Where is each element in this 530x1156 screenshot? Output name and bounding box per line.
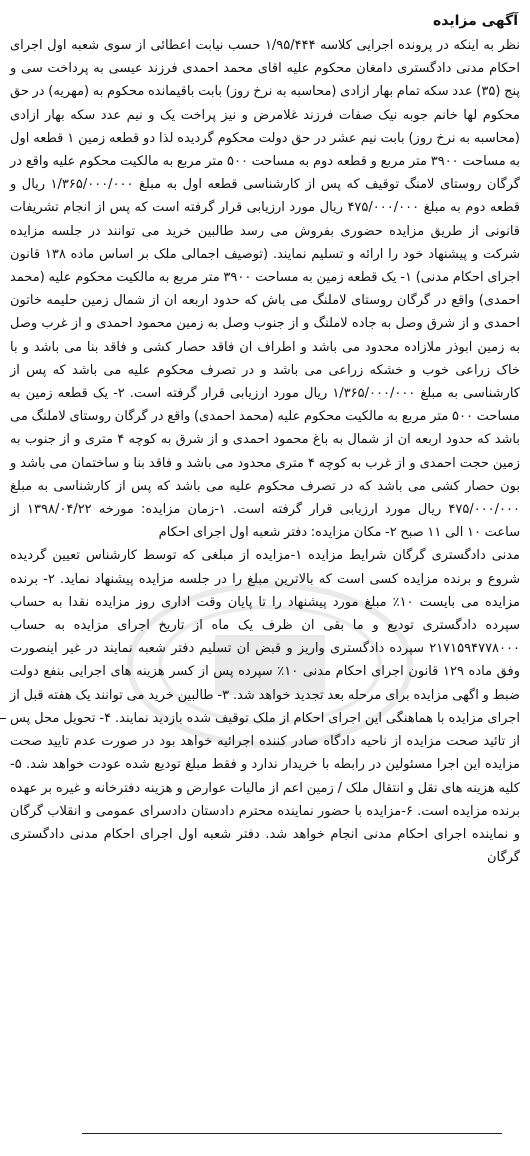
notice-title: آگهی مزایده: [432, 13, 518, 29]
auction-notice: [8, 10, 522, 869]
notice-paragraph-2: مدنی دادگستری گرگان شرایط مزایده ۱-مزایده از مبلغی که توسط کارشناس تعیین گردیده شروع و برنده مزایده کسی است که بالاترین مبلغ را در جلسه مزایده پیشنهاد نماید. ۲- برنده مزایده می بایست ۱۰٪ مبلغ مورد پیشنهاد را تا پایان وقت اداری روز مزایده نقدا به حساب سپرده دادگستری تودیع و ما بقی ان ظرف یک ماه از تاریخ اجرای مزایده به حساب ۲۱۷۱۵۹۴۷۷۸۰۰۰ سپرده دادگستری واریز و قبض ان تسلیم دفتر شعبه نمایند در غیر اینصورت وفق ماده ۱۲۹ قانون اجرای احکام مدنی ۱۰٪ سپرده پس از کسر هزینه های اجرایی بنفع دولت ضبط و اگهی مزایده برای مرحله بعد تجدید خواهد شد. ۳- طالبین خرید می توانند یک هفته قبل از اجرای مزایده با هماهنگی این اجرای احکام از ملک توقیف شده بازدید نمایند. ۴- تحویل محل پس از تائید صحت مزایده از ناحیه دادگاه صادر کننده اجرائیه خواهد بود در صورت عدم تایید صحت مزایده این اجرا مسئولین در رابطه با خریدار ندارد و فقط مبلغ تودیع شده عودت خواهد شد. ۵- کلیه هزینه های نقل و انتقال ملک / زمین اعم از مالیات عوارض و هزینه دفترخانه و غیره بر عهده برنده مزایده است. ۶-مزایده با حضور نماینده محترم دادستان دادسرای عمومی و انقلاب گرگان و نماینده اجرای احکام مدنی انجام خواهد شد. دفتر شعبه اول اجرای احکام مدنی دادگستری گرگان: [10, 548, 521, 866]
bottom-divider: [82, 1133, 502, 1134]
column-break-mark: [0, 718, 6, 719]
notice-paragraph-1: نظر به اینکه در پرونده اجرایی کلاسه ۱/۹۵/۴۴۴ حسب نیابت اعطائی از سوی شعبه اول اجرای احکام مدنی دادگستری دامغان محکوم علیه اقای محمد احمدی فرزند عیسی به پرداخت سی و پنج (۳۵) عدد سکه تمام بهار ازادی (محاسبه به نرخ روز) بابت باقیمانده محکوم به (مهریه) در حق محکوم لها خانم جوبه نیک صفات فرزند غلامرض و نیز پراخت یک و نیم عدد سکه بهار ازادی (محاسبه به نرخ روز) بابت نیم عشر در حق دولت محکوم گردیده لذا دو قطعه زمین ۱ قطعه اول به مساحت ۳۹۰۰ متر مربع و قطعه دوم به مساحت ۵۰۰ متر مربع به مالکیت محکوم علیه واقع در گرگان روستای لامنگ توقیف که پس از کارشناسی قطعه اول به مبلغ ۱/۳۶۵/۰۰۰/۰۰۰ ریال و قطعه دوم به مبلغ ۴۷۵/۰۰۰/۰۰۰ ریال مورد ارزیابی قرار گرفته است که پس از انجام تشریفات قانونی از طریق مزایده حضوری بفروش می رسد طالبین خرید می توانند در جلسه مزایده شرکت و پیشنهاد خود را ارائه و تسلیم نمایند. (توصیف اجمالی ملک بر اساس ماده ۱۳۸ قانون اجرای احکام مدنی) ۱- یک قطعه زمین به مساحت ۳۹۰۰ متر مربع به مالکیت محکوم علیه (محمد احمدی) واقع در گرگان روستای لاملنگ می باش که حدود اربعه ان از شمال زمین حلیمه خاتون احمدی و از شرق وصل به جاده لاملنگ و از جنوب وصل به زمین محمود احمدی و از غرب وصل به زمین ابوذر ملازاده محدود می باشد و اطراف ان فاقد حصار کشی و فاقد بنا می باشد و با خاک زراعی خوب و خشکه زراعی می باشد و در تصرف محکوم علیه می باشد که پس از کارشناسی به مبلغ ۱/۳۶۵/۰۰۰/۰۰۰ ریال مورد ارزیابی قرار گرفته است. ۲- یک قطعه زمین به مساحت ۵۰۰ متر مربع به مالکیت محکوم علیه (محمد احمدی) واقع در گرگان روستای لاملنگ می باشد که حدود اربعه ان از شمال به باغ محمود احمدی و از شرق به کوچه ۴ متری و از جنوب به زمین حجت احمدی و از غرب به کوچه ۴ متری محدود می باشد و فاقد بنا و ساختمان می باشد و بون حصار کشی می باشد که در تصرف محکوم علیه می باشد که پس از کارشناسی به مبلغ ۴۷۵/۰۰۰/۰۰۰ ریال مورد ارزیابی قرار گرفته است. ۱-زمان مزایده: مورخه ۱۳۹۸/۰۴/۲۲ از ساعت ۱۰ الی ۱۱ صبح ۲- مکان مزایده: دفتر شعبه اول اجرای احکام: [10, 38, 521, 541]
